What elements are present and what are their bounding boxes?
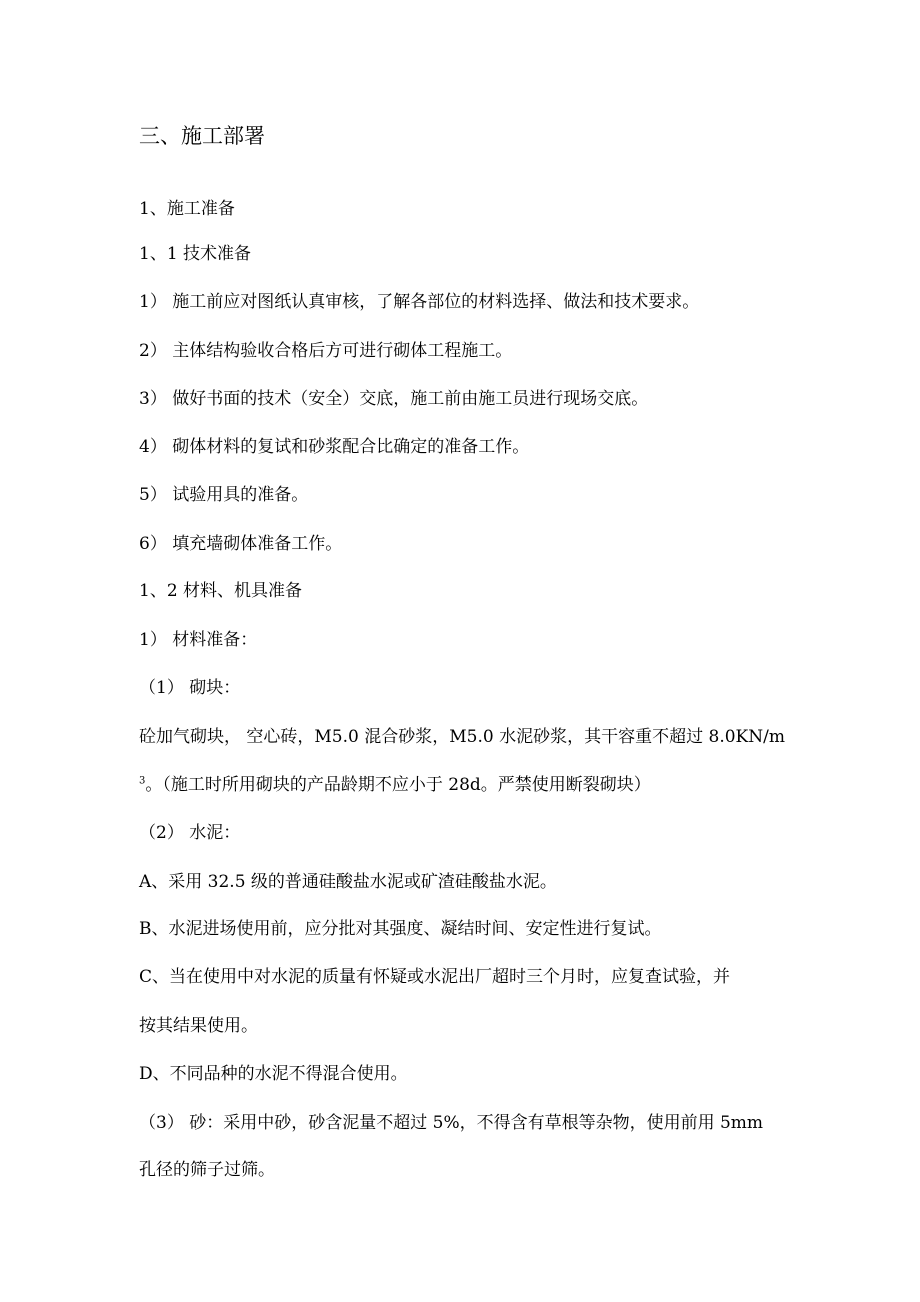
paragraph-line: C、当在使用中对水泥的质量有怀疑或水泥出厂超时三个月时，应复查试验，并 [139,967,731,987]
paragraph-line: 1、施工准备 [139,199,235,219]
paragraph-line: 按其结果使用。 [139,1016,258,1036]
paragraph-line: 6） 填充墙砌体准备工作。 [139,534,343,554]
paragraph-line: D、不同品种的水泥不得混合使用。 [139,1064,408,1084]
paragraph-line: 5） 试验用具的准备。 [139,485,309,505]
superscript-mark: 3 [139,775,146,787]
paragraph-line: 1、2 材料、机具准备 [139,581,303,601]
paragraph-line-text: 。（施工时所用砌块的产品龄期不应小于 28d。严禁使用断裂砌块） [145,775,651,795]
paragraph-line [139,774,651,796]
paragraph-line: 3） 做好书面的技术（安全）交底，施工前由施工员进行现场交底。 [139,389,649,409]
paragraph-line: 砼加气砌块， 空心砖，M5.0 混合砂浆，M5.0 水泥砂浆，其干容重不超过 8.0KN/m [139,727,785,747]
paragraph-line: （1） 砌块： [139,678,241,698]
paragraph-line: 孔径的筛子过筛。 [139,1160,275,1180]
paragraph-line: 4） 砌体材料的复试和砂浆配合比确定的准备工作。 [139,437,530,457]
paragraph-line: （3） 砂：采用中砂，砂含泥量不超过 5%，不得含有草根等杂物，使用前用 5mm [139,1113,764,1133]
paragraph-line: A、采用 32.5 级的普通硅酸盐水泥或矿渣硅酸盐水泥。 [139,872,557,892]
section-heading: 三、施工部署 [139,124,265,148]
paragraph-line: 1） 施工前应对图纸认真审核，了解各部位的材料选择、做法和技术要求。 [139,292,700,312]
paragraph-line: B、水泥进场使用前，应分批对其强度、凝结时间、安定性进行复试。 [139,919,662,939]
paragraph-line: （2） 水泥： [139,823,241,843]
paragraph-line: 1、1 技术准备 [139,244,252,264]
paragraph-line: 2） 主体结构验收合格后方可进行砌体工程施工。 [139,341,513,361]
paragraph-line: 1） 材料准备： [139,630,258,650]
